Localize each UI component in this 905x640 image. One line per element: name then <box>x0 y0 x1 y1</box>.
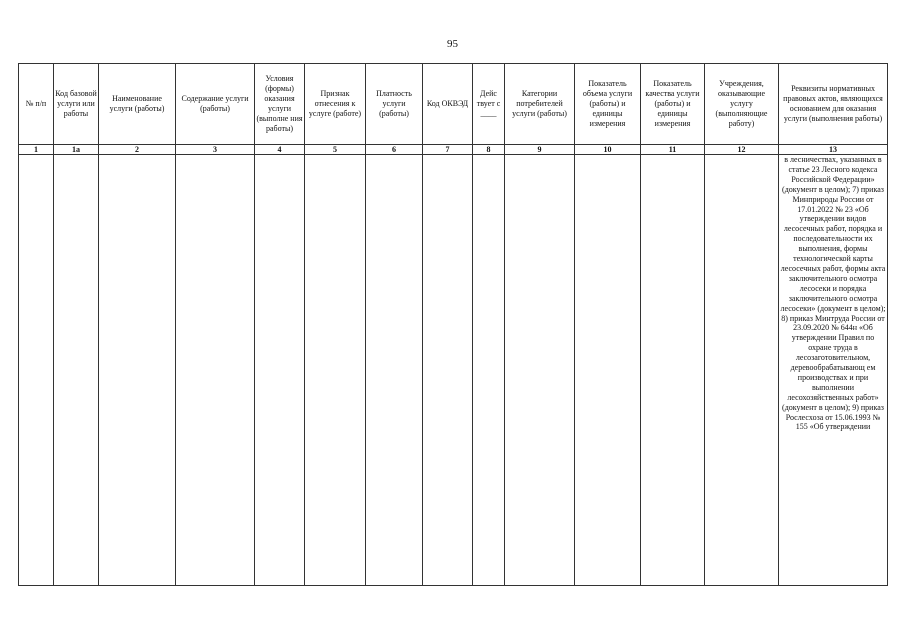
header-cell: Платность услуги (работы) <box>366 64 423 145</box>
header-cell: Учреждения, оказывающие услугу (выполняющие работу) <box>705 64 779 145</box>
header-cell: Реквизиты нормативных правовых актов, являющихся основанием для оказания услуги (выполнения работы) <box>779 64 888 145</box>
table-cell <box>305 155 366 586</box>
header-cell: № п/п <box>19 64 54 145</box>
header-cell: Показатель объема услуги (работы) и единицы измерения <box>575 64 641 145</box>
table-cell <box>641 155 705 586</box>
table-cell <box>366 155 423 586</box>
column-number: 2 <box>99 145 176 155</box>
table-cell <box>54 155 99 586</box>
header-cell: Код ОКВЭД <box>423 64 473 145</box>
table-cell <box>255 155 305 586</box>
column-number: 9 <box>505 145 575 155</box>
header-cell: Признак отнесения к услуге (работе) <box>305 64 366 145</box>
header-cell: Показатель качества услуги (работы) и единицы измерения <box>641 64 705 145</box>
column-number: 7 <box>423 145 473 155</box>
column-number: 12 <box>705 145 779 155</box>
column-number: 3 <box>176 145 255 155</box>
header-cell: Содержание услуги (работы) <box>176 64 255 145</box>
column-number: 13 <box>779 145 888 155</box>
table-cell <box>575 155 641 586</box>
table-cell <box>176 155 255 586</box>
table-cell <box>423 155 473 586</box>
table-row <box>19 155 888 586</box>
table-cell <box>19 155 54 586</box>
column-number: 6 <box>366 145 423 155</box>
column-number: 5 <box>305 145 366 155</box>
header-cell: Код базовой услуги или работы <box>54 64 99 145</box>
column-number: 1 <box>19 145 54 155</box>
header-cell: Категории потребителей услуги (работы) <box>505 64 575 145</box>
column-number: 4 <box>255 145 305 155</box>
column-number-row <box>19 145 888 155</box>
table-cell <box>99 155 176 586</box>
legal-acts-text: в лесничествах, указанных в статье 23 Лесного кодекса Российской Федерации» (документ в целом); 7) приказ Минприроды России от 17.01.2022 № 23 «Об утверждении видов лесосечных работ, порядка и последовательности их выполнения, формы технологической карты лесосечных работ, формы акта заключительного осмотра лесосеки и порядка заключительного осмотра лесосеки» (документ в целом); 8) приказ Минтруда России от 23.09.2020 № 644н «Об утверждении Правил по охране труда в лесозаготовительном, деревообрабатывающ ем производствах и при выполнении лесохозяйственных работ» (документ в целом); 9) приказ Рослесхоза от 15.06.1993 № 155 «Об утверждении <box>780 155 886 432</box>
header-row <box>19 64 888 145</box>
table-cell <box>473 155 505 586</box>
column-number: 11 <box>641 145 705 155</box>
column-number: 1а <box>54 145 99 155</box>
table-cell <box>705 155 779 586</box>
legal-acts-cell <box>779 155 888 586</box>
header-cell: Наименование услуги (работы) <box>99 64 176 145</box>
page-number: 95 <box>447 38 458 50</box>
column-number: 8 <box>473 145 505 155</box>
table-cell <box>505 155 575 586</box>
column-number: 10 <box>575 145 641 155</box>
header-cell: Условия (формы) оказания услуги (выполне ния работы) <box>255 64 305 145</box>
services-table <box>18 63 888 586</box>
header-cell: Дейс твует с ____ <box>473 64 505 145</box>
